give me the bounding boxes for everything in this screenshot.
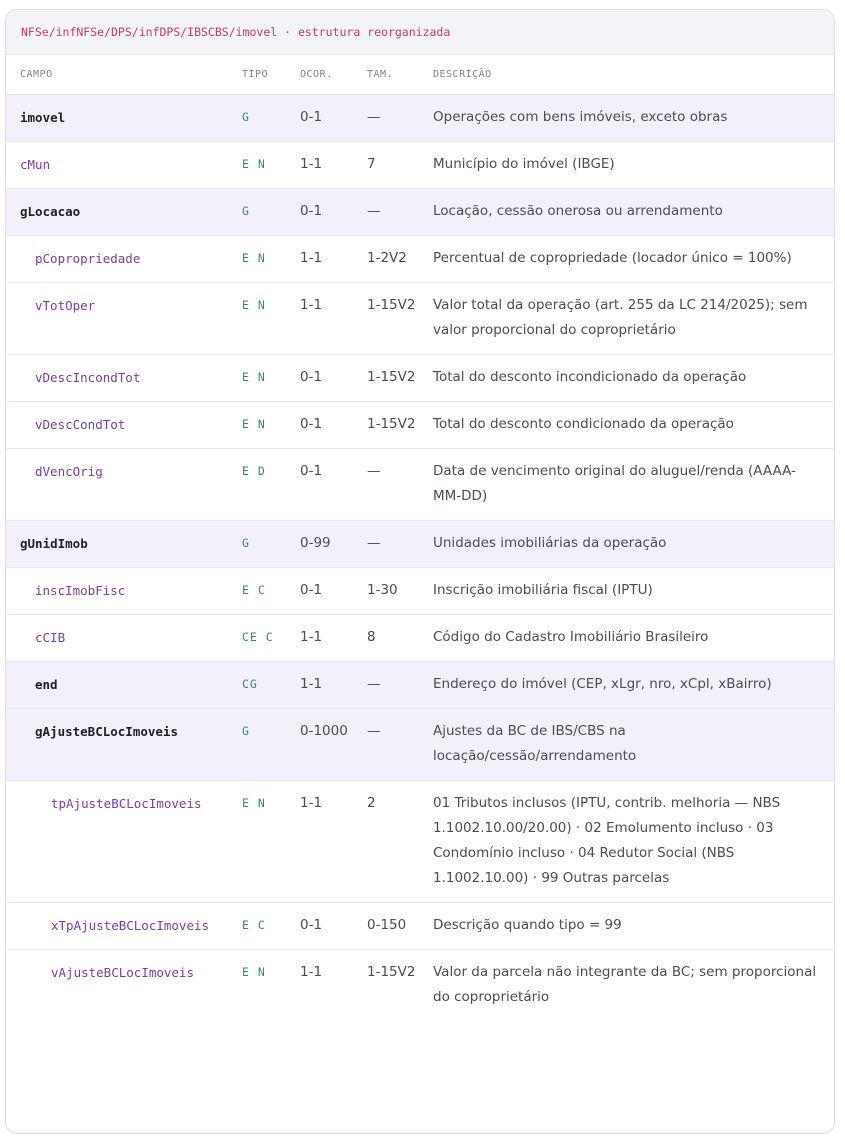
field-size-cell: — — [353, 449, 419, 521]
field-description-cell: Endereço do imóvel (CEP, xLgr, nro, xCpl, xBairro) — [419, 662, 834, 709]
field-size-cell: — — [353, 95, 419, 142]
column-header-tipo: TIPO — [228, 55, 286, 95]
field-description-cell: Valor total da operação (art. 255 da LC 214/2025); sem valor proporcional do coproprietário — [419, 283, 834, 355]
field-size-cell: 7 — [353, 142, 419, 189]
table-header-row — [6, 55, 834, 95]
table-row — [6, 781, 834, 903]
field-type-cell: E N — [228, 781, 286, 903]
field-description-cell: Unidades imobiliárias da operação — [419, 521, 834, 568]
field-name-cell: inscImobFisc — [6, 568, 228, 615]
field-description-cell: Total do desconto condicionado da operação — [419, 402, 834, 449]
field-name-cell: vTotOper — [6, 283, 228, 355]
field-occurrence-cell: 0-1 — [286, 449, 353, 521]
field-description-cell: Total do desconto incondicionado da operação — [419, 355, 834, 402]
field-type-cell: G — [228, 189, 286, 236]
table-row — [6, 355, 834, 402]
field-type-cell: CE C — [228, 615, 286, 662]
field-type-cell: E N — [228, 142, 286, 189]
table-row — [6, 236, 834, 283]
field-occurrence-cell: 0-99 — [286, 521, 353, 568]
field-name-cell: gUnidImob — [6, 521, 228, 568]
field-size-cell: 2 — [353, 781, 419, 903]
field-table — [6, 55, 834, 1021]
table-row — [6, 521, 834, 568]
field-structure-card — [5, 9, 835, 1134]
field-name-cell: gAjusteBCLocImoveis — [6, 709, 228, 781]
field-type-cell: G — [228, 521, 286, 568]
field-occurrence-cell: 1-1 — [286, 615, 353, 662]
field-type-cell: E C — [228, 903, 286, 950]
field-occurrence-cell: 1-1 — [286, 283, 353, 355]
xml-path-header: NFSe/infNFSe/DPS/infDPS/IBSCBS/imovel · estrutura reorganizada — [6, 10, 834, 55]
column-header-descricao: DESCRIÇÃO — [419, 55, 834, 95]
table-row — [6, 568, 834, 615]
field-occurrence-cell: 1-1 — [286, 662, 353, 709]
field-size-cell: 1-15V2 — [353, 402, 419, 449]
field-size-cell: — — [353, 662, 419, 709]
field-type-cell: CG — [228, 662, 286, 709]
field-occurrence-cell: 1-1 — [286, 236, 353, 283]
field-size-cell: — — [353, 189, 419, 236]
field-occurrence-cell: 1-1 — [286, 781, 353, 903]
field-occurrence-cell: 1-1 — [286, 142, 353, 189]
field-type-cell: E C — [228, 568, 286, 615]
field-size-cell: 1-2V2 — [353, 236, 419, 283]
field-size-cell: 1-30 — [353, 568, 419, 615]
field-name-cell: vAjusteBCLocImoveis — [51, 965, 194, 980]
field-type-cell: E D — [228, 449, 286, 521]
field-name-cell: vDescCondTot — [6, 402, 228, 449]
field-occurrence-cell: 0-1 — [286, 189, 353, 236]
field-size-cell: 0-150 — [353, 903, 419, 950]
table-row — [6, 903, 834, 950]
field-occurrence-cell: 0-1000 — [286, 709, 353, 781]
field-size-cell: 8 — [353, 615, 419, 662]
field-type-cell: G — [228, 709, 286, 781]
field-name-cell: gLocacao — [6, 189, 228, 236]
field-name-cell: xTpAjusteBCLocImoveis — [6, 903, 228, 950]
field-name-cell: cCIB — [6, 615, 228, 662]
field-occurrence-cell: 0-1 — [286, 568, 353, 615]
field-name-cell: vDescIncondTot — [6, 355, 228, 402]
field-description-cell: Ajustes da BC de IBS/CBS na locação/cessão/arrendamento — [419, 709, 834, 781]
field-description-cell: Descrição quando tipo = 99 — [419, 903, 834, 950]
field-type-cell: E N — [228, 355, 286, 402]
field-name-cell: tpAjusteBCLocImoveis — [6, 781, 228, 903]
column-header-tam: TAM. — [353, 55, 419, 95]
field-type-cell: E N — [228, 236, 286, 283]
field-size-cell: 1-15V2 — [353, 355, 419, 402]
table-row — [6, 950, 834, 1022]
field-size-cell: 1-15V2 — [353, 283, 419, 355]
field-type-cell: E N — [228, 402, 286, 449]
field-description-cell: Operações com bens imóveis, exceto obras — [419, 95, 834, 142]
table-row — [6, 189, 834, 236]
field-name-cell: pCopropriedade — [6, 236, 228, 283]
field-type-cell: E N — [228, 283, 286, 355]
table-row — [6, 283, 834, 355]
table-row — [6, 709, 834, 781]
field-occurrence-cell: 1-1 — [300, 964, 323, 980]
field-occurrence-cell: 0-1 — [286, 903, 353, 950]
field-name-cell: imovel — [6, 95, 228, 142]
column-header-campo: CAMPO — [6, 55, 228, 95]
field-description-cell: Data de vencimento original do aluguel/renda (AAAA-MM-DD) — [419, 449, 834, 521]
field-name-cell: dVencOrig — [6, 449, 228, 521]
field-size-cell: 1-15V2 — [367, 964, 416, 980]
field-occurrence-cell: 0-1 — [286, 95, 353, 142]
field-description-cell: Município do imóvel (IBGE) — [419, 142, 834, 189]
field-occurrence-cell: 0-1 — [286, 355, 353, 402]
field-name-cell: cMun — [6, 142, 228, 189]
field-size-cell: — — [353, 521, 419, 568]
field-name-cell: end — [6, 662, 228, 709]
field-description-cell: 01 Tributos inclusos (IPTU, contrib. melhoria — NBS 1.1002.10.00/20.00) · 02 Emolumento incluso · 03 Condomínio incluso · 04 Redutor Social (NBS 1.1002.10.00) · 99 Outras parcelas — [419, 781, 834, 903]
field-size-cell: — — [353, 709, 419, 781]
field-description-cell: Código do Cadastro Imobiliário Brasileiro — [419, 615, 834, 662]
field-type-cell: E N — [242, 965, 266, 979]
field-description-cell: Valor da parcela não integrante da BC; sem proporcional do coproprietário — [433, 964, 817, 1005]
field-description-cell: Percentual de copropriedade (locador único = 100%) — [419, 236, 834, 283]
table-row — [6, 662, 834, 709]
field-description-cell: Locação, cessão onerosa ou arrendamento — [419, 189, 834, 236]
table-row — [6, 449, 834, 521]
field-type-cell: G — [228, 95, 286, 142]
table-row — [6, 402, 834, 449]
table-row — [6, 95, 834, 142]
field-description-cell: Inscrição imobiliária fiscal (IPTU) — [419, 568, 834, 615]
column-header-ocor: OCOR. — [286, 55, 353, 95]
field-occurrence-cell: 0-1 — [286, 402, 353, 449]
table-row — [6, 615, 834, 662]
table-row — [6, 142, 834, 189]
